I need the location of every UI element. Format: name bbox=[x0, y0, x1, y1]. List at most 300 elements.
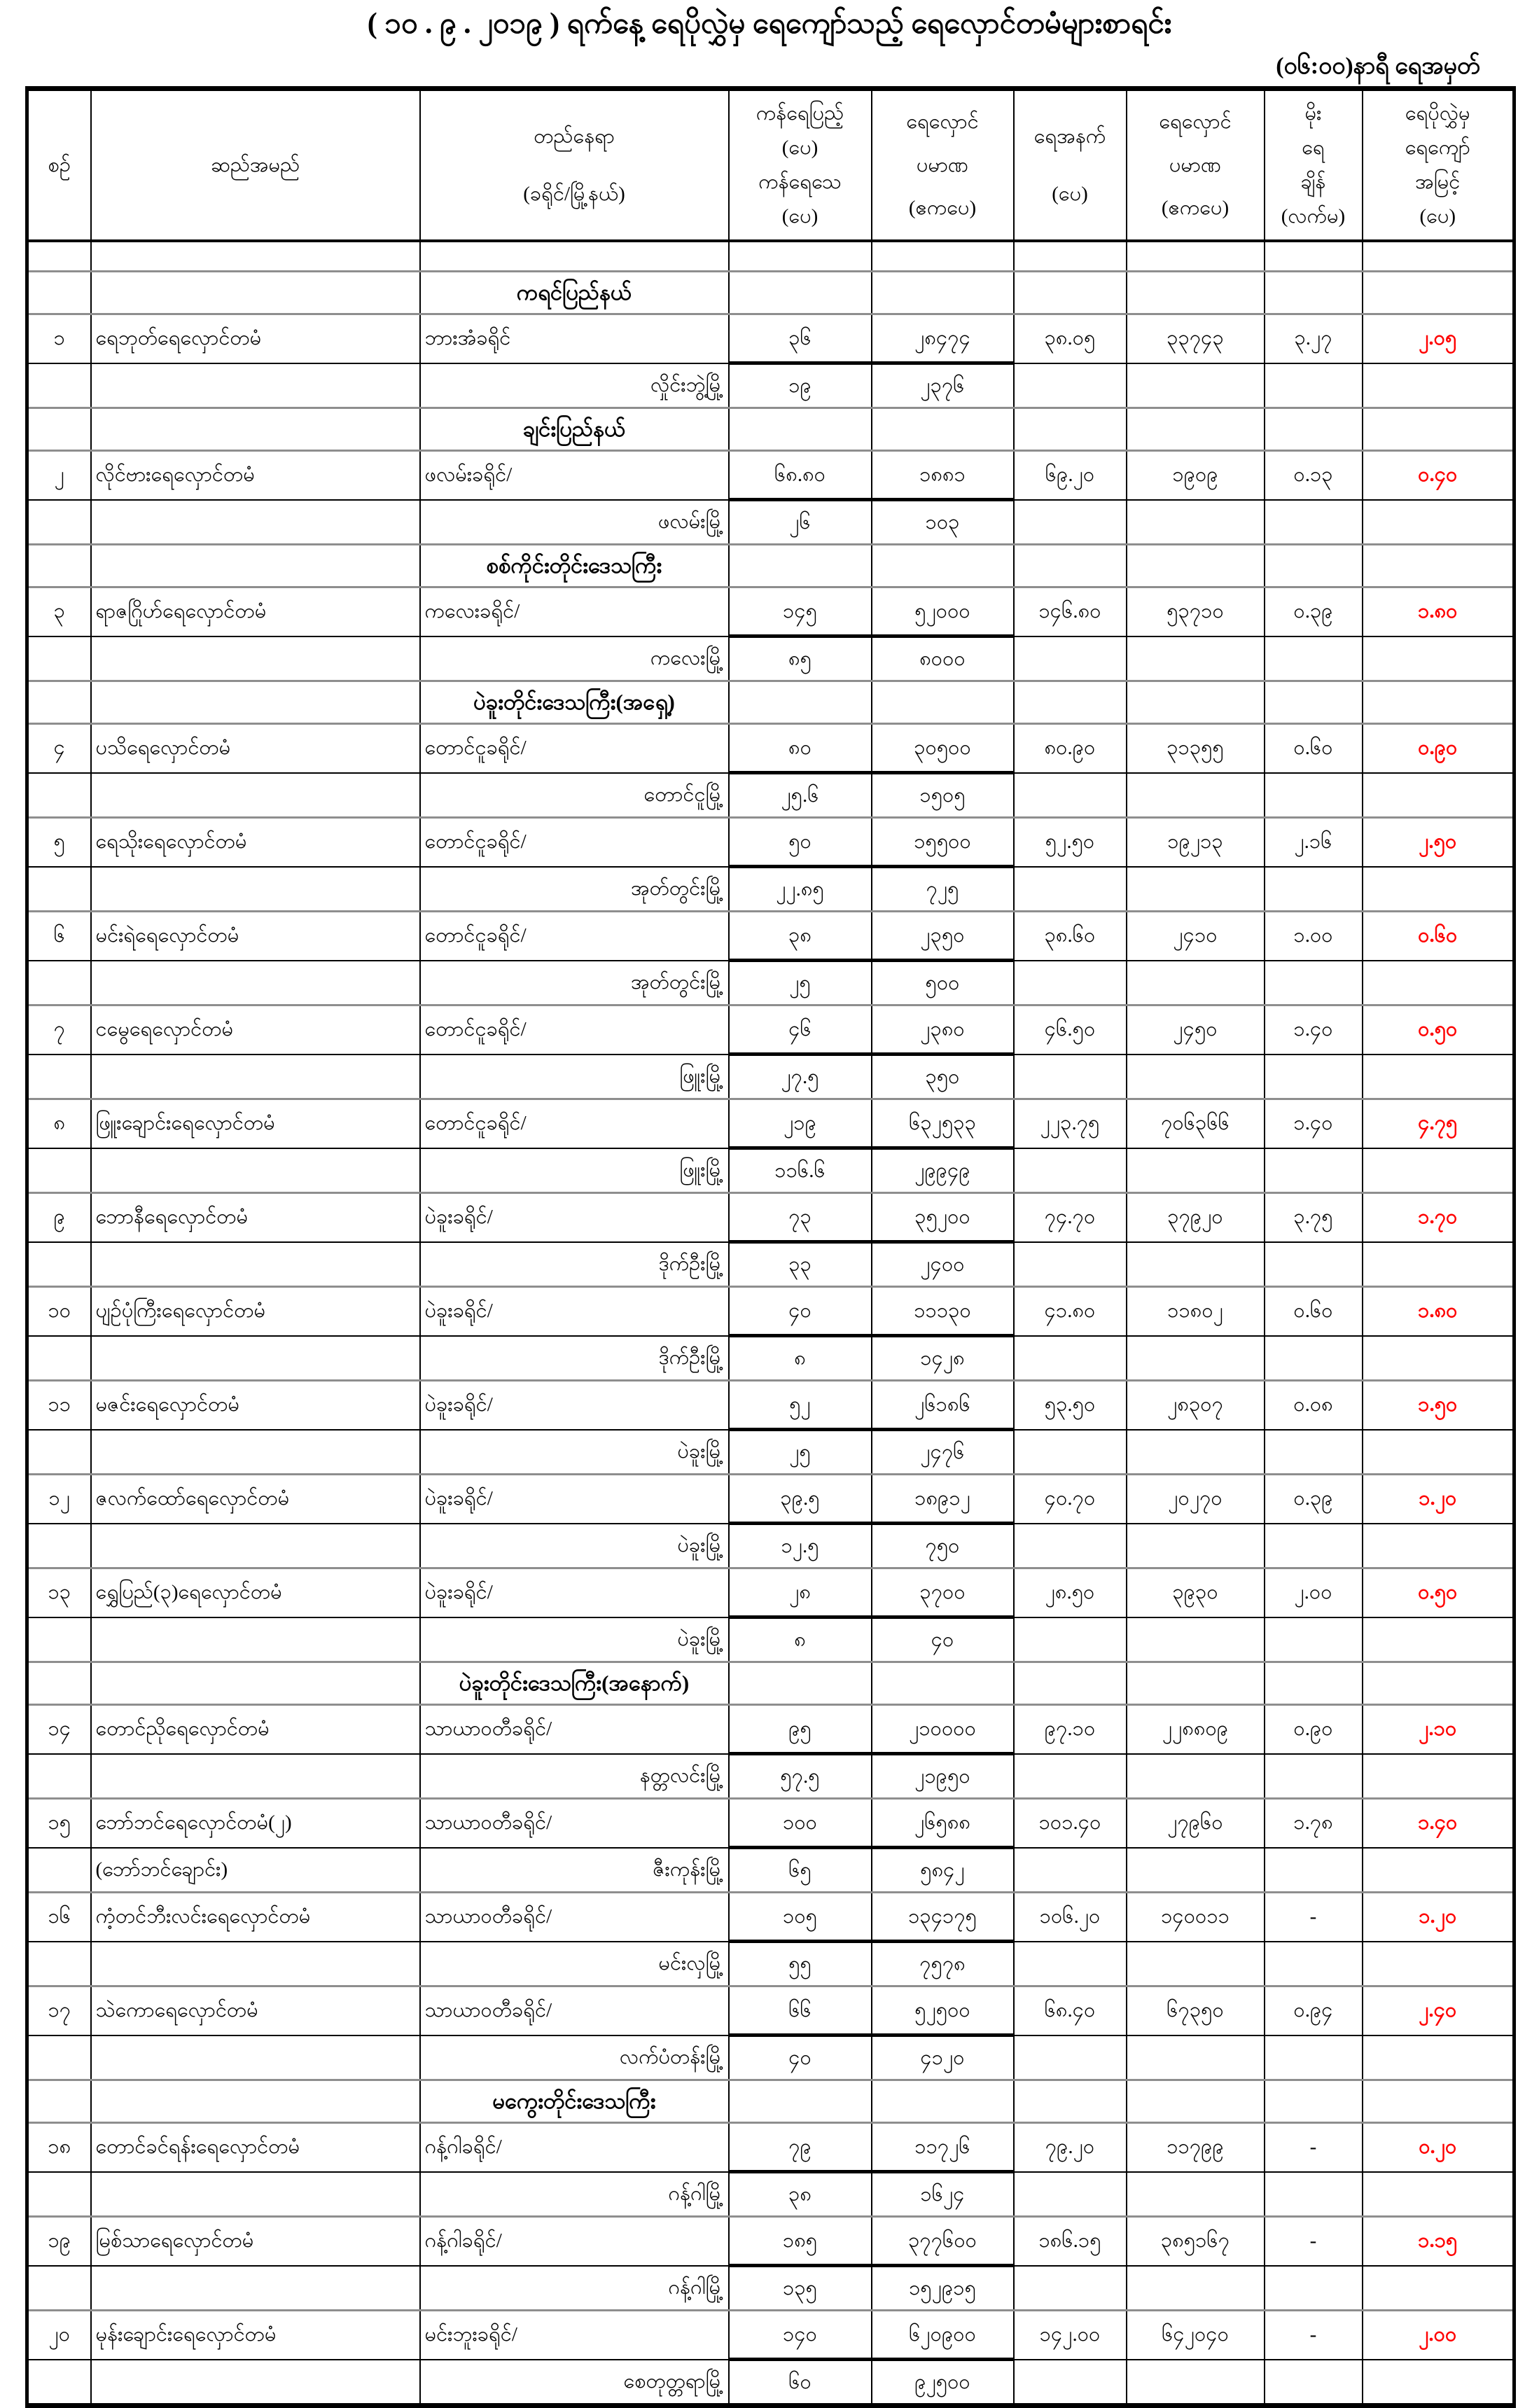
rainfall-cell: - bbox=[1265, 2123, 1363, 2172]
township-cell: အုတ်တွင်းမြို့ bbox=[420, 961, 729, 1005]
district-cell: သာယာဝတီခရိုင်/ bbox=[420, 1893, 729, 1942]
col-header-line: ရေကျော် bbox=[1405, 137, 1470, 160]
col-header-line: ကန်ရေပြည့် bbox=[755, 102, 844, 125]
dam-name-cell: ပျဉ်ပုံကြီးရေလှောင်တမံ bbox=[91, 1287, 420, 1336]
serial-cell: ၁၄ bbox=[27, 1705, 91, 1754]
rainfall-cell: ၁.၄၀ bbox=[1265, 1005, 1363, 1055]
section-title-cell: မကွေးတိုင်းဒေသကြီး bbox=[420, 2080, 729, 2123]
section-empty-cell bbox=[1363, 2080, 1514, 2123]
section-title-cell: ပဲခူးတိုင်းဒေသကြီး(အရှေ့) bbox=[420, 681, 729, 724]
section-empty-cell bbox=[1014, 2080, 1127, 2123]
overflow-height-cell: ၁.၈၀ bbox=[1363, 1287, 1514, 1336]
col-header-line: ရေပိုလွှဲမှ bbox=[1405, 102, 1470, 125]
dead-storage-cell: ၂၉၉၄၉ bbox=[872, 1148, 1014, 1193]
storage-capacity-cell: ၅၂၀၀၀ bbox=[872, 587, 1014, 636]
dead-level-cell: ၁၃၅ bbox=[729, 2266, 872, 2311]
col-header-lines bbox=[30, 91, 89, 239]
sub-empty-cell bbox=[1363, 1336, 1514, 1381]
dead-level-cell: ၂၅ bbox=[729, 961, 872, 1005]
section-empty-cell bbox=[27, 408, 91, 451]
sub-empty-cell bbox=[1127, 1055, 1265, 1099]
sub-empty-cell bbox=[1363, 2035, 1514, 2080]
storage-capacity-cell: ၁၁၇၂၆ bbox=[872, 2123, 1014, 2172]
sub-empty-cell bbox=[1363, 1942, 1514, 1986]
overflow-height-cell: ၁.၄၀ bbox=[1363, 1799, 1514, 1848]
current-storage-cell: ၃၈၅၁၆၇ bbox=[1127, 2217, 1265, 2266]
serial-cell: ၂ bbox=[27, 451, 91, 500]
sub-empty-cell bbox=[1014, 1754, 1127, 1799]
water-depth-cell: ၉၇.၁၀ bbox=[1014, 1705, 1127, 1754]
rainfall-cell: ၂.၁၆ bbox=[1265, 818, 1363, 867]
current-storage-cell: ၁၉၂၁၃ bbox=[1127, 818, 1265, 867]
serial-cell: ၁၁ bbox=[27, 1381, 91, 1430]
sub-empty-cell bbox=[1265, 961, 1363, 1005]
section-row bbox=[27, 2080, 1514, 2123]
township-row bbox=[27, 2172, 1514, 2217]
col-header-line: ရေ bbox=[1302, 137, 1325, 160]
township-cell: ဖြူးမြို့ bbox=[420, 1055, 729, 1099]
sub-empty-cell bbox=[1014, 2172, 1127, 2217]
dead-storage-cell: ၉၂၅၀၀ bbox=[872, 2360, 1014, 2406]
dead-level-cell: ၅၇.၅ bbox=[729, 1754, 872, 1799]
section-empty-cell bbox=[1014, 272, 1127, 314]
sub-empty-cell bbox=[1363, 1055, 1514, 1099]
current-storage-cell: ၂၂၈၈၀၉ bbox=[1127, 1705, 1265, 1754]
dam-name2-cell bbox=[91, 1754, 420, 1799]
section-empty-cell bbox=[729, 545, 872, 587]
col-header-lines bbox=[1365, 91, 1512, 239]
dam-row bbox=[27, 314, 1514, 363]
township-row bbox=[27, 1617, 1514, 1662]
col-header-line: ဆည်အမည် bbox=[210, 153, 300, 176]
dead-level-cell: ၈၅ bbox=[729, 636, 872, 681]
district-cell: ပဲခူးခရိုင်/ bbox=[420, 1381, 729, 1430]
sub-empty-cell bbox=[27, 1848, 91, 1893]
section-empty-cell bbox=[1127, 2080, 1265, 2123]
serial-cell: ၁၆ bbox=[27, 1893, 91, 1942]
sub-empty-cell bbox=[1127, 773, 1265, 818]
dead-level-cell: ၈ bbox=[729, 1617, 872, 1662]
dam-row bbox=[27, 1893, 1514, 1942]
col-header-line: (လက်မ) bbox=[1281, 205, 1346, 228]
section-empty-cell bbox=[1363, 272, 1514, 314]
dead-storage-cell: ၂၁၉၅၀ bbox=[872, 1754, 1014, 1799]
section-title-cell: ကရင်ပြည်နယ် bbox=[420, 272, 729, 314]
dead-level-cell: ၆၀ bbox=[729, 2360, 872, 2406]
sub-empty-cell bbox=[1363, 636, 1514, 681]
sub-empty-cell bbox=[1265, 773, 1363, 818]
rainfall-cell: ၁.၀၀ bbox=[1265, 912, 1363, 961]
sub-empty-cell bbox=[27, 636, 91, 681]
dam-name2-cell bbox=[91, 363, 420, 408]
col-header-lines bbox=[1267, 91, 1360, 239]
rainfall-cell: ၀.၃၉ bbox=[1265, 587, 1363, 636]
full-tank-level-cell: ၁၄၅ bbox=[729, 587, 872, 636]
col-header-line: (ဧကပေ) bbox=[1161, 196, 1230, 219]
district-cell: သာယာဝတီခရိုင်/ bbox=[420, 1705, 729, 1754]
dam-name2-cell bbox=[91, 636, 420, 681]
col-header-line: ရေအနက် bbox=[1033, 125, 1106, 148]
township-cell: ဖလမ်းမြို့ bbox=[420, 500, 729, 545]
township-cell: လက်ပံတန်းမြို့ bbox=[420, 2035, 729, 2080]
dead-level-cell: ၂၇.၅ bbox=[729, 1055, 872, 1099]
section-empty-cell bbox=[1265, 408, 1363, 451]
sub-empty-cell bbox=[1014, 1524, 1127, 1568]
serial-cell: ၁၅ bbox=[27, 1799, 91, 1848]
sub-empty-cell bbox=[1127, 1942, 1265, 1986]
dam-name2-cell bbox=[91, 2035, 420, 2080]
section-empty-cell bbox=[1127, 681, 1265, 724]
dead-storage-cell: ၁၀၃ bbox=[872, 500, 1014, 545]
sub-empty-cell bbox=[1363, 500, 1514, 545]
col-header-lines bbox=[422, 91, 727, 239]
section-empty-cell bbox=[1363, 681, 1514, 724]
dam-name2-cell bbox=[91, 2172, 420, 2217]
current-storage-cell: ၃၃၇၄၃ bbox=[1127, 314, 1265, 363]
sub-empty-cell bbox=[1363, 1754, 1514, 1799]
section-empty-cell bbox=[1014, 1662, 1127, 1705]
sub-empty-cell bbox=[1265, 1055, 1363, 1099]
dam-row bbox=[27, 2217, 1514, 2266]
full-tank-level-cell: ၁၀၅ bbox=[729, 1893, 872, 1942]
full-tank-level-cell: ၁၄၀ bbox=[729, 2311, 872, 2360]
district-cell: ဂန့်ဂါခရိုင်/ bbox=[420, 2123, 729, 2172]
full-tank-level-cell: ၄၀ bbox=[729, 1287, 872, 1336]
sub-empty-cell bbox=[1014, 2035, 1127, 2080]
dam-row bbox=[27, 1986, 1514, 2035]
overflow-height-cell: ၂.၅၀ bbox=[1363, 818, 1514, 867]
rainfall-cell: ၁.၇၈ bbox=[1265, 1799, 1363, 1848]
current-storage-cell: ၂၇၉၆၀ bbox=[1127, 1799, 1265, 1848]
township-cell: ဂန့်ဂါမြို့ bbox=[420, 2172, 729, 2217]
dead-storage-cell: ၄၁၂၀ bbox=[872, 2035, 1014, 2080]
storage-capacity-cell: ၅၂၅၀၀ bbox=[872, 1986, 1014, 2035]
current-storage-cell: ၂၄၁၀ bbox=[1127, 912, 1265, 961]
dead-storage-cell: ၂၄၀၀ bbox=[872, 1242, 1014, 1287]
township-row bbox=[27, 1524, 1514, 1568]
dam-row bbox=[27, 1705, 1514, 1754]
section-empty-cell bbox=[1014, 408, 1127, 451]
section-empty-cell bbox=[872, 1662, 1014, 1705]
dam-name2-cell bbox=[91, 961, 420, 1005]
overflow-height-cell: ၂.၁၀ bbox=[1363, 1705, 1514, 1754]
sub-empty-cell bbox=[1265, 1942, 1363, 1986]
sub-empty-cell bbox=[1265, 1754, 1363, 1799]
dead-storage-cell: ၃၅၀ bbox=[872, 1055, 1014, 1099]
dam-row bbox=[27, 1193, 1514, 1242]
sub-empty-cell bbox=[1014, 500, 1127, 545]
full-tank-level-cell: ၁၀၀ bbox=[729, 1799, 872, 1848]
current-storage-cell: ၁၁၈၀၂ bbox=[1127, 1287, 1265, 1336]
col-header-location bbox=[420, 89, 729, 242]
overflow-height-cell: ၀.၄၀ bbox=[1363, 451, 1514, 500]
sub-empty-cell bbox=[1265, 2360, 1363, 2406]
township-row bbox=[27, 636, 1514, 681]
storage-capacity-cell: ၂၃၅၀ bbox=[872, 912, 1014, 961]
storage-capacity-cell: ၃၅၂၀၀ bbox=[872, 1193, 1014, 1242]
overflow-height-cell: ၀.၉၀ bbox=[1363, 724, 1514, 773]
storage-capacity-cell: ၂၃၈၀ bbox=[872, 1005, 1014, 1055]
dam-row bbox=[27, 1005, 1514, 1055]
spacer-cell bbox=[1363, 241, 1514, 272]
township-cell: ပဲခူးမြို့ bbox=[420, 1617, 729, 1662]
section-empty-cell bbox=[1127, 408, 1265, 451]
section-empty-cell bbox=[1014, 545, 1127, 587]
col-header-line: (ပေ) bbox=[781, 205, 819, 228]
water-depth-cell: ၇၄.၇၀ bbox=[1014, 1193, 1127, 1242]
spacer-cell bbox=[872, 241, 1014, 272]
sub-empty-cell bbox=[1127, 2035, 1265, 2080]
rainfall-cell: ၃.၇၅ bbox=[1265, 1193, 1363, 1242]
water-depth-cell: ၁၀၁.၄၀ bbox=[1014, 1799, 1127, 1848]
full-tank-level-cell: ၅၀ bbox=[729, 818, 872, 867]
rainfall-cell: ၀.၉၀ bbox=[1265, 1705, 1363, 1754]
sub-empty-cell bbox=[27, 1754, 91, 1799]
dead-level-cell: ၂၅.၆ bbox=[729, 773, 872, 818]
sub-empty-cell bbox=[1127, 2360, 1265, 2406]
township-cell: လှိုင်းဘွဲ့မြို့ bbox=[420, 363, 729, 408]
township-row bbox=[27, 2360, 1514, 2406]
township-row bbox=[27, 1148, 1514, 1193]
sub-empty-cell bbox=[27, 1942, 91, 1986]
storage-capacity-cell: ၃၇၀၀ bbox=[872, 1568, 1014, 1617]
township-row bbox=[27, 1942, 1514, 1986]
section-empty-cell bbox=[729, 272, 872, 314]
full-tank-level-cell: ၇၉ bbox=[729, 2123, 872, 2172]
sub-empty-cell bbox=[27, 2266, 91, 2311]
section-empty-cell bbox=[1265, 545, 1363, 587]
serial-cell: ၁၉ bbox=[27, 2217, 91, 2266]
dam-name-cell: ဖြူးချောင်းရေလှောင်တမံ bbox=[91, 1099, 420, 1148]
storage-capacity-cell: ၃၇၇၆၀၀ bbox=[872, 2217, 1014, 2266]
township-row bbox=[27, 1242, 1514, 1287]
col-header-spillway-overflow bbox=[1363, 89, 1514, 242]
water-depth-cell: ၁၈၆.၁၅ bbox=[1014, 2217, 1127, 2266]
dam-name2-cell bbox=[91, 773, 420, 818]
overflow-height-cell: ၁.၁၅ bbox=[1363, 2217, 1514, 2266]
dam-name2-cell bbox=[91, 867, 420, 912]
dam-name-cell: ဇလက်ထော်ရေလှောင်တမံ bbox=[91, 1475, 420, 1524]
dam-row bbox=[27, 451, 1514, 500]
overflow-height-cell: ၀.၂၀ bbox=[1363, 2123, 1514, 2172]
col-header-line: ရေလှောင် bbox=[906, 111, 979, 134]
dead-level-cell: ၈ bbox=[729, 1336, 872, 1381]
serial-cell: ၁၇ bbox=[27, 1986, 91, 2035]
rainfall-cell: - bbox=[1265, 1893, 1363, 1942]
full-tank-level-cell: ၄၆ bbox=[729, 1005, 872, 1055]
dam-name-cell: ငမွေရေလှောင်တမံ bbox=[91, 1005, 420, 1055]
dead-level-cell: ၁၉ bbox=[729, 363, 872, 408]
storage-capacity-cell: ၆၃၂၅၃၃ bbox=[872, 1099, 1014, 1148]
water-depth-cell: ၂၂၃.၇၅ bbox=[1014, 1099, 1127, 1148]
district-cell: ကလေးခရိုင်/ bbox=[420, 587, 729, 636]
sub-empty-cell bbox=[1265, 1617, 1363, 1662]
district-cell: ဖလမ်းခရိုင်/ bbox=[420, 451, 729, 500]
section-empty-cell bbox=[872, 2080, 1014, 2123]
dead-storage-cell: ၅၈၄၂ bbox=[872, 1848, 1014, 1893]
district-cell: ဂန့်ဂါခရိုင်/ bbox=[420, 2217, 729, 2266]
col-header-lines bbox=[1016, 91, 1124, 239]
sub-empty-cell bbox=[1127, 1242, 1265, 1287]
dam-name-cell: တောင်ခင်ရန်းရေလှောင်တမံ bbox=[91, 2123, 420, 2172]
dead-storage-cell: ၇၅၀ bbox=[872, 1524, 1014, 1568]
district-cell: ပဲခူးခရိုင်/ bbox=[420, 1475, 729, 1524]
dam-name2-cell bbox=[91, 1430, 420, 1475]
storage-capacity-cell: ၁၃၄၁၇၅ bbox=[872, 1893, 1014, 1942]
col-header-lines bbox=[874, 91, 1012, 239]
section-empty-cell bbox=[729, 2080, 872, 2123]
section-title-cell: ချင်းပြည်နယ် bbox=[420, 408, 729, 451]
dam-name-cell: ကံ့တင်ဘီးလင်းရေလှောင်တမံ bbox=[91, 1893, 420, 1942]
sub-empty-cell bbox=[1265, 1148, 1363, 1193]
full-tank-level-cell: ၃၉.၅ bbox=[729, 1475, 872, 1524]
township-cell: စေတုတ္တရာမြို့ bbox=[420, 2360, 729, 2406]
water-depth-cell: ၁၄၆.၈၀ bbox=[1014, 587, 1127, 636]
overflow-height-cell: ၂.၄၀ bbox=[1363, 1986, 1514, 2035]
sub-empty-cell bbox=[1265, 2266, 1363, 2311]
serial-cell: ၁၂ bbox=[27, 1475, 91, 1524]
sub-empty-cell bbox=[1014, 1848, 1127, 1893]
current-storage-cell: ၃၁၃၅၅ bbox=[1127, 724, 1265, 773]
full-tank-level-cell: ၉၅ bbox=[729, 1705, 872, 1754]
sub-empty-cell bbox=[1127, 1617, 1265, 1662]
sub-empty-cell bbox=[1127, 867, 1265, 912]
dam-row bbox=[27, 1099, 1514, 1148]
dead-level-cell: ၂၂.၈၅ bbox=[729, 867, 872, 912]
col-header-lines bbox=[1129, 91, 1262, 239]
storage-capacity-cell: ၃၀၅၀၀ bbox=[872, 724, 1014, 773]
dam-name-cell: ဘော်ဘင်ရေလှောင်တမံ(၂) bbox=[91, 1799, 420, 1848]
rainfall-cell: - bbox=[1265, 2311, 1363, 2360]
township-row bbox=[27, 867, 1514, 912]
dam-name-cell: ရေသိုးရေလှောင်တမံ bbox=[91, 818, 420, 867]
dam-row bbox=[27, 724, 1514, 773]
district-cell: တောင်ငူခရိုင်/ bbox=[420, 818, 729, 867]
rainfall-cell: ၀.၃၉ bbox=[1265, 1475, 1363, 1524]
current-storage-cell: ၁၄၀၀၁၁ bbox=[1127, 1893, 1265, 1942]
dam-row bbox=[27, 1475, 1514, 1524]
township-cell: ဒိုက်ဦးမြို့ bbox=[420, 1242, 729, 1287]
sub-empty-cell bbox=[1127, 1848, 1265, 1893]
dam-name2-cell: (ဘော်ဘင်ချောင်း) bbox=[91, 1848, 420, 1893]
sub-empty-cell bbox=[1127, 1430, 1265, 1475]
dam-name-cell: ဘောနီရေလှောင်တမံ bbox=[91, 1193, 420, 1242]
section-row bbox=[27, 408, 1514, 451]
dam-row bbox=[27, 2123, 1514, 2172]
dead-level-cell: ၁၂.၅ bbox=[729, 1524, 872, 1568]
serial-cell: ၅ bbox=[27, 818, 91, 867]
full-tank-level-cell: ၈၀ bbox=[729, 724, 872, 773]
serial-cell: ၁၃ bbox=[27, 1568, 91, 1617]
rainfall-cell: - bbox=[1265, 2217, 1363, 2266]
township-cell: မင်းလှမြို့ bbox=[420, 1942, 729, 1986]
section-empty-cell bbox=[27, 545, 91, 587]
sub-empty-cell bbox=[1265, 636, 1363, 681]
col-header-lines bbox=[93, 91, 418, 239]
dead-storage-cell: ၁၅၀၅ bbox=[872, 773, 1014, 818]
full-tank-level-cell: ၇၃ bbox=[729, 1193, 872, 1242]
district-cell: မင်းဘူးခရိုင်/ bbox=[420, 2311, 729, 2360]
sub-empty-cell bbox=[1265, 1524, 1363, 1568]
sub-empty-cell bbox=[1014, 1942, 1127, 1986]
section-row bbox=[27, 272, 1514, 314]
rainfall-cell: ၀.၀၈ bbox=[1265, 1381, 1363, 1430]
section-empty-cell bbox=[872, 272, 1014, 314]
rainfall-cell: ၃.၂၇ bbox=[1265, 314, 1363, 363]
sub-empty-cell bbox=[27, 1148, 91, 1193]
col-header-line: တည်နေရာ bbox=[534, 125, 615, 148]
dam-name-cell: မြစ်သာရေလှောင်တမံ bbox=[91, 2217, 420, 2266]
sub-empty-cell bbox=[27, 961, 91, 1005]
overflow-height-cell: ၀.၆၀ bbox=[1363, 912, 1514, 961]
dam-name2-cell bbox=[91, 1617, 420, 1662]
col-header-line: အမြင့် bbox=[1415, 171, 1461, 194]
district-cell: ပဲခူးခရိုင်/ bbox=[420, 1287, 729, 1336]
district-cell: သာယာဝတီခရိုင်/ bbox=[420, 1986, 729, 2035]
full-tank-level-cell: ၂၈ bbox=[729, 1568, 872, 1617]
rainfall-cell: ၀.၁၃ bbox=[1265, 451, 1363, 500]
col-header-storage-capacity bbox=[872, 89, 1014, 242]
sub-empty-cell bbox=[1265, 363, 1363, 408]
dam-name2-cell bbox=[91, 1524, 420, 1568]
section-empty-cell bbox=[1127, 272, 1265, 314]
sub-empty-cell bbox=[27, 1524, 91, 1568]
sub-empty-cell bbox=[27, 1430, 91, 1475]
sub-empty-cell bbox=[1363, 363, 1514, 408]
col-header-water-depth bbox=[1014, 89, 1127, 242]
storage-capacity-cell: ၂၁၀၀၀၀ bbox=[872, 1705, 1014, 1754]
dead-storage-cell: ၂၄၇၆ bbox=[872, 1430, 1014, 1475]
sub-empty-cell bbox=[1014, 867, 1127, 912]
dead-storage-cell: ၈၀၀၀ bbox=[872, 636, 1014, 681]
overflow-height-cell: ၂.၀၀ bbox=[1363, 2311, 1514, 2360]
col-header-serial bbox=[27, 89, 91, 242]
sub-empty-cell bbox=[1127, 2266, 1265, 2311]
section-empty-cell bbox=[872, 681, 1014, 724]
sub-empty-cell bbox=[27, 1336, 91, 1381]
township-row bbox=[27, 1430, 1514, 1475]
township-cell: နတ္တလင်းမြို့ bbox=[420, 1754, 729, 1799]
dam-name-cell: မုန်းချောင်းရေလှောင်တမံ bbox=[91, 2311, 420, 2360]
current-storage-cell: ၃၉၃၀ bbox=[1127, 1568, 1265, 1617]
sub-empty-cell bbox=[1014, 1336, 1127, 1381]
district-cell: သာယာဝတီခရိုင်/ bbox=[420, 1799, 729, 1848]
dam-name-cell: မဇင်းရေလှောင်တမံ bbox=[91, 1381, 420, 1430]
overflow-height-cell: ၁.၅၀ bbox=[1363, 1381, 1514, 1430]
township-row bbox=[27, 1754, 1514, 1799]
col-header-line: (ပေ) bbox=[781, 137, 819, 160]
serial-cell: ၁ bbox=[27, 314, 91, 363]
rainfall-cell: ၀.၆၀ bbox=[1265, 1287, 1363, 1336]
dead-level-cell: ၁၁၆.၆ bbox=[729, 1148, 872, 1193]
township-cell: ပဲခူးမြို့ bbox=[420, 1430, 729, 1475]
col-header-line: (ပေ) bbox=[1052, 182, 1088, 205]
dam-name-cell: ရာဇဂြိုဟ်ရေလှောင်တမံ bbox=[91, 587, 420, 636]
township-cell: ဒိုက်ဦးမြို့ bbox=[420, 1336, 729, 1381]
section-empty-cell bbox=[27, 1662, 91, 1705]
spacer-cell bbox=[27, 241, 91, 272]
spacer-row bbox=[27, 241, 1514, 272]
reservoir-table bbox=[25, 86, 1516, 2408]
water-depth-cell: ၄၁.၈၀ bbox=[1014, 1287, 1127, 1336]
dam-name2-cell bbox=[91, 500, 420, 545]
township-cell: ဂန့်ဂါမြို့ bbox=[420, 2266, 729, 2311]
dead-storage-cell: ၇၂၅ bbox=[872, 867, 1014, 912]
spacer-cell bbox=[1127, 241, 1265, 272]
dead-storage-cell: ၁၆၂၄ bbox=[872, 2172, 1014, 2217]
sub-empty-cell bbox=[1127, 2172, 1265, 2217]
water-depth-cell: ၈၀.၉၀ bbox=[1014, 724, 1127, 773]
